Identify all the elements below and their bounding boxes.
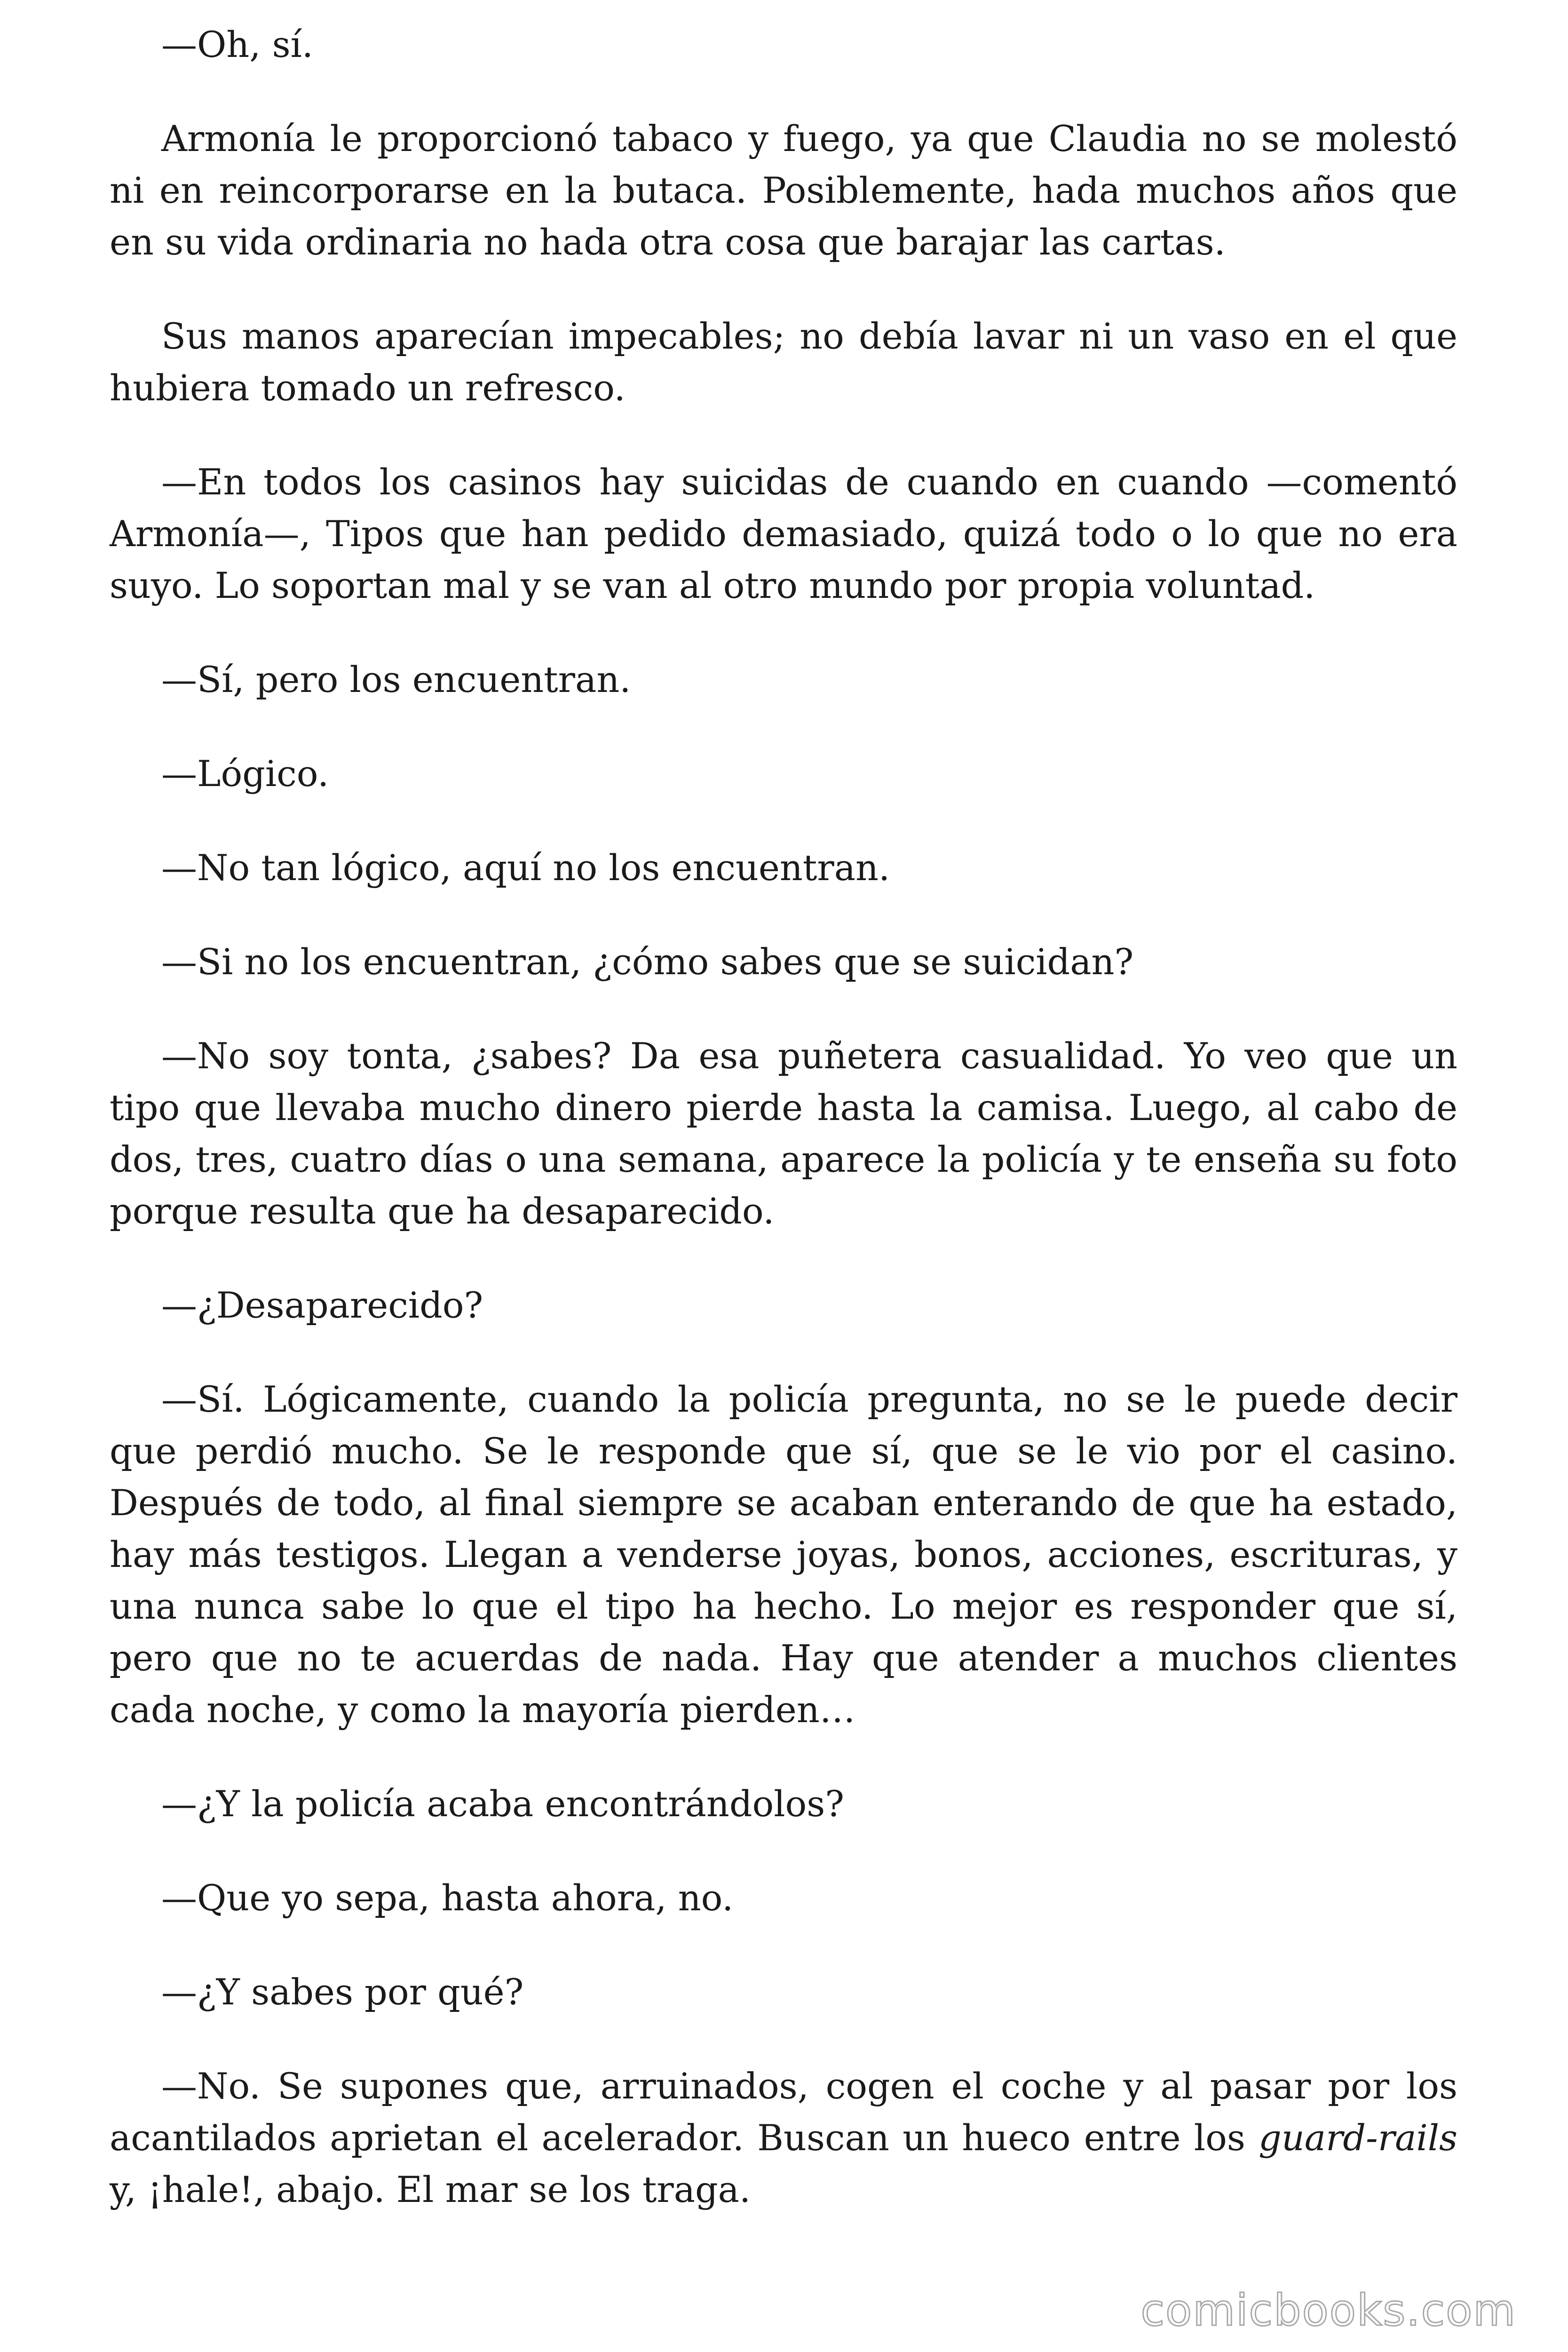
paragraph: —En todos los casinos hay suicidas de cuando en cuando —comentó Armonía—, Tipos que han pedido demasiado, quizá todo o lo que no era suyo. Lo soportan mal y se van al otro mundo por propia voluntad. bbox=[110, 461, 1457, 606]
paragraph: —No tan lógico, aquí no los encuentran. bbox=[161, 847, 890, 889]
paragraph-text-after: y, ¡hale!, abajo. El mar se los traga. bbox=[110, 2169, 751, 2210]
paragraph: —¿Desaparecido? bbox=[161, 1284, 483, 1326]
paragraph: —¿Y sabes por qué? bbox=[161, 1971, 524, 2013]
watermark: comicbooks.com bbox=[1140, 2285, 1516, 2336]
paragraph: —Si no los encuentran, ¿cómo sabes que se suicidan? bbox=[161, 941, 1134, 983]
paragraph: —Sí, pero los encuentran. bbox=[161, 659, 631, 700]
italic-term: guard-rails bbox=[1259, 2117, 1457, 2159]
paragraph: —Lógico. bbox=[161, 753, 329, 795]
paragraph: —No soy tonta, ¿sabes? Da esa puñetera casualidad. Yo veo que un tipo que llevaba mucho dinero pierde hasta la camisa. Luego, al cabo de dos, tres, cuatro días o una semana, aparece la policía y te enseña su foto porque resulta que ha desaparecido. bbox=[110, 1035, 1457, 1232]
paragraph: —Oh, sí. bbox=[161, 24, 314, 65]
paragraph: Armonía le proporcionó tabaco y fuego, ya que Claudia no se molestó ni en reincorporarse en la butaca. Posiblemente, hada muchos años que en su vida ordinaria no hada otra cosa que barajar las cartas. bbox=[110, 118, 1457, 263]
book-page bbox=[110, 19, 1457, 2216]
paragraph: Sus manos aparecían impecables; no debía lavar ni un vaso en el que hubiera tomado un refresco. bbox=[110, 315, 1457, 409]
paragraph-text-before: —No. Se supones que, arruinados, cogen el coche y al pasar por los acantilados aprietan el acelerador. Buscan un hueco entre los bbox=[110, 2065, 1457, 2159]
paragraph: —Sí. Lógicamente, cuando la policía pregunta, no se le puede decir que perdió mucho. Se le responde que sí, que se le vio por el casino. Después de todo, al final siempre se acaban enterando de que ha estado, hay más testigos. Llegan a venderse joyas, bonos, acciones, escrituras, y una nunca sabe lo que el tipo ha hecho. Lo mejor es responder que sí, pero que no te acuerdas de nada. Hay que atender a muchos clientes cada noche, y como la mayoría pierden… bbox=[110, 1378, 1457, 1731]
paragraph-last bbox=[110, 2060, 1457, 2216]
paragraph: —Que yo sepa, hasta ahora, no. bbox=[161, 1877, 734, 1919]
paragraph: —¿Y la policía acaba encontrándolos? bbox=[161, 1783, 845, 1825]
